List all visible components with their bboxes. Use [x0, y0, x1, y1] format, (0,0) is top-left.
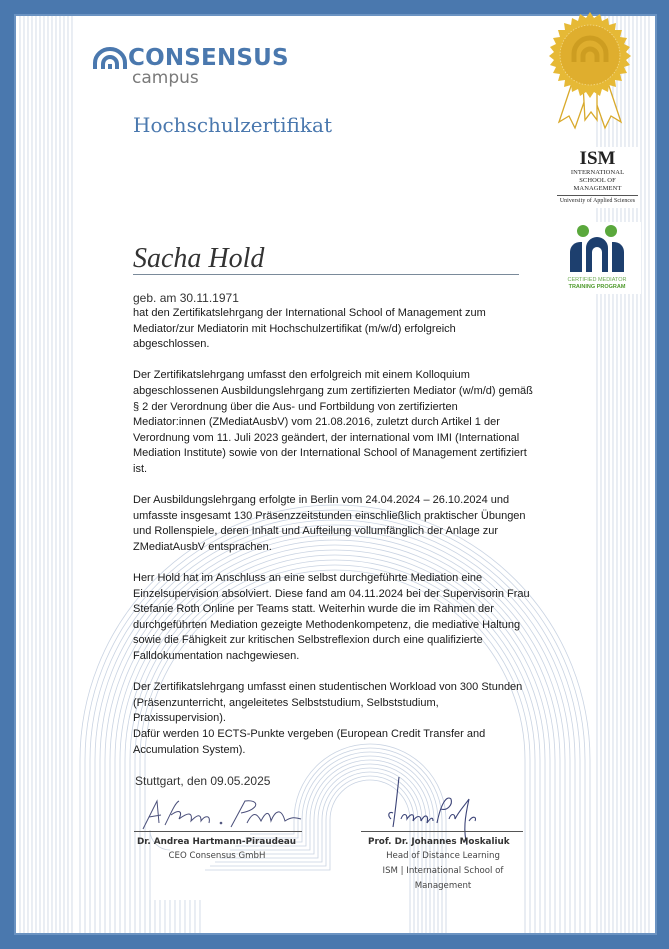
paragraph-training: Der Ausbildungslehrgang erfolgte in Berlin vom 24.04.2024 – 26.10.2024 und umfasste insgesamt 130 Präsenzzeitstunden einschließlich praktischer Übungen und Rollenspiele, deren Inhalt und Aufteilung vollumfänglich der Anlage zur ZMediatAusbV entsprachen. [133, 494, 526, 553]
ism-line3: University of Applied Sciences [559, 198, 636, 204]
gold-seal-icon [545, 10, 635, 135]
imi-line1: CERTIFIED MEDIATOR [567, 277, 627, 283]
consensus-arch-icon [92, 47, 128, 69]
ism-line2: SCHOOL OF MANAGEMENT [573, 177, 622, 192]
birth-date: geb. am 30.11.1971 [133, 291, 239, 305]
paragraph-completion: hat den Zertifikatslehrgang der International School of Management zum Mediator/zur Mediatorin mit Hochschulzertifikat (m/w/d) erfolgreich abgeschlossen. [133, 307, 486, 351]
paragraph-supervision: Herr Hold hat im Anschluss an eine selbst durchgeführte Mediation eine Einzelsupervision absolviert. Diese fand am 04.11.2024 bei der Supervisorin Frau Stefanie Roth Online per Teams statt. Weiterhin wurde die im Rahmen der durchgeführten Mediation gezeigte Methodenkompetenz, die mediative Haltung sowie die Fähigkeit zur kritischen Selbstreflexion durch eine qualifizierte Falldokumentation nachgewiesen. [133, 572, 530, 663]
name-underline [133, 274, 519, 275]
paragraph-program: Der Zertifikatslehrgang umfasst den erfolgreich mit einem Kolloquium abgeschlossenen Ausbildungslehrgang zum zertifizierten Mediator (w/m/d) gemäß § 2 der Verordnung über die Aus- und Fortbildung von zertifizierten Mediator:innen (ZMediatAusbV) vom 21.08.2016, zuletzt durch Artikel 1 der Verordnung vom 11. Juli 2023 geändert, der international vom IMI (International Mediation Institute) sowie von der International School of Management zertifiziert ist. [133, 369, 533, 475]
ism-line1: INTERNATIONAL [570, 169, 625, 176]
paragraph-ects: Dafür werden 10 ECTS-Punkte vergeben (European Credit Transfer and Accumulation System). [133, 728, 486, 756]
signature-line-1 [134, 831, 302, 832]
recipient-name: Sacha Hold [133, 243, 265, 274]
brand-name: CONSENSUS [128, 45, 289, 71]
brand-sub: campus [132, 68, 199, 88]
ism-abbr: ISM [579, 148, 616, 169]
signatory-1-name: Dr. Andrea Hartmann-Piraudeau [137, 837, 297, 847]
signatory-2-role-line2: ISM | International School of [382, 866, 504, 876]
place-date: Stuttgart, den 09.05.2025 [135, 774, 271, 788]
imi-line2: TRAINING PROGRAM [568, 284, 626, 290]
ism-divider [557, 195, 638, 196]
signatory-2-name: Prof. Dr. Johannes Moskaliuk [368, 837, 510, 847]
signatory-1-role: CEO Consensus GmbH [168, 851, 266, 861]
signature-line-2 [361, 831, 523, 832]
paragraph-workload: Der Zertifikatslehrgang umfasst einen studentischen Workload von 300 Stunden (Präsenzunterricht, angeleitetes Selbststudium, Selbststudium, Praxissupervision). [133, 681, 523, 725]
signatory-2-role-line1: Head of Distance Learning [386, 851, 500, 861]
imi-logo [553, 222, 641, 294]
consensus-campus-logo [92, 45, 289, 87]
certificate-body [133, 290, 533, 758]
imi-figures-icon [566, 222, 628, 274]
ism-logo [555, 147, 640, 208]
document-title: Hochschulzertifikat [133, 113, 332, 137]
signatory-2-role-line3: Management [414, 881, 472, 891]
signature-hartmann [135, 793, 305, 833]
